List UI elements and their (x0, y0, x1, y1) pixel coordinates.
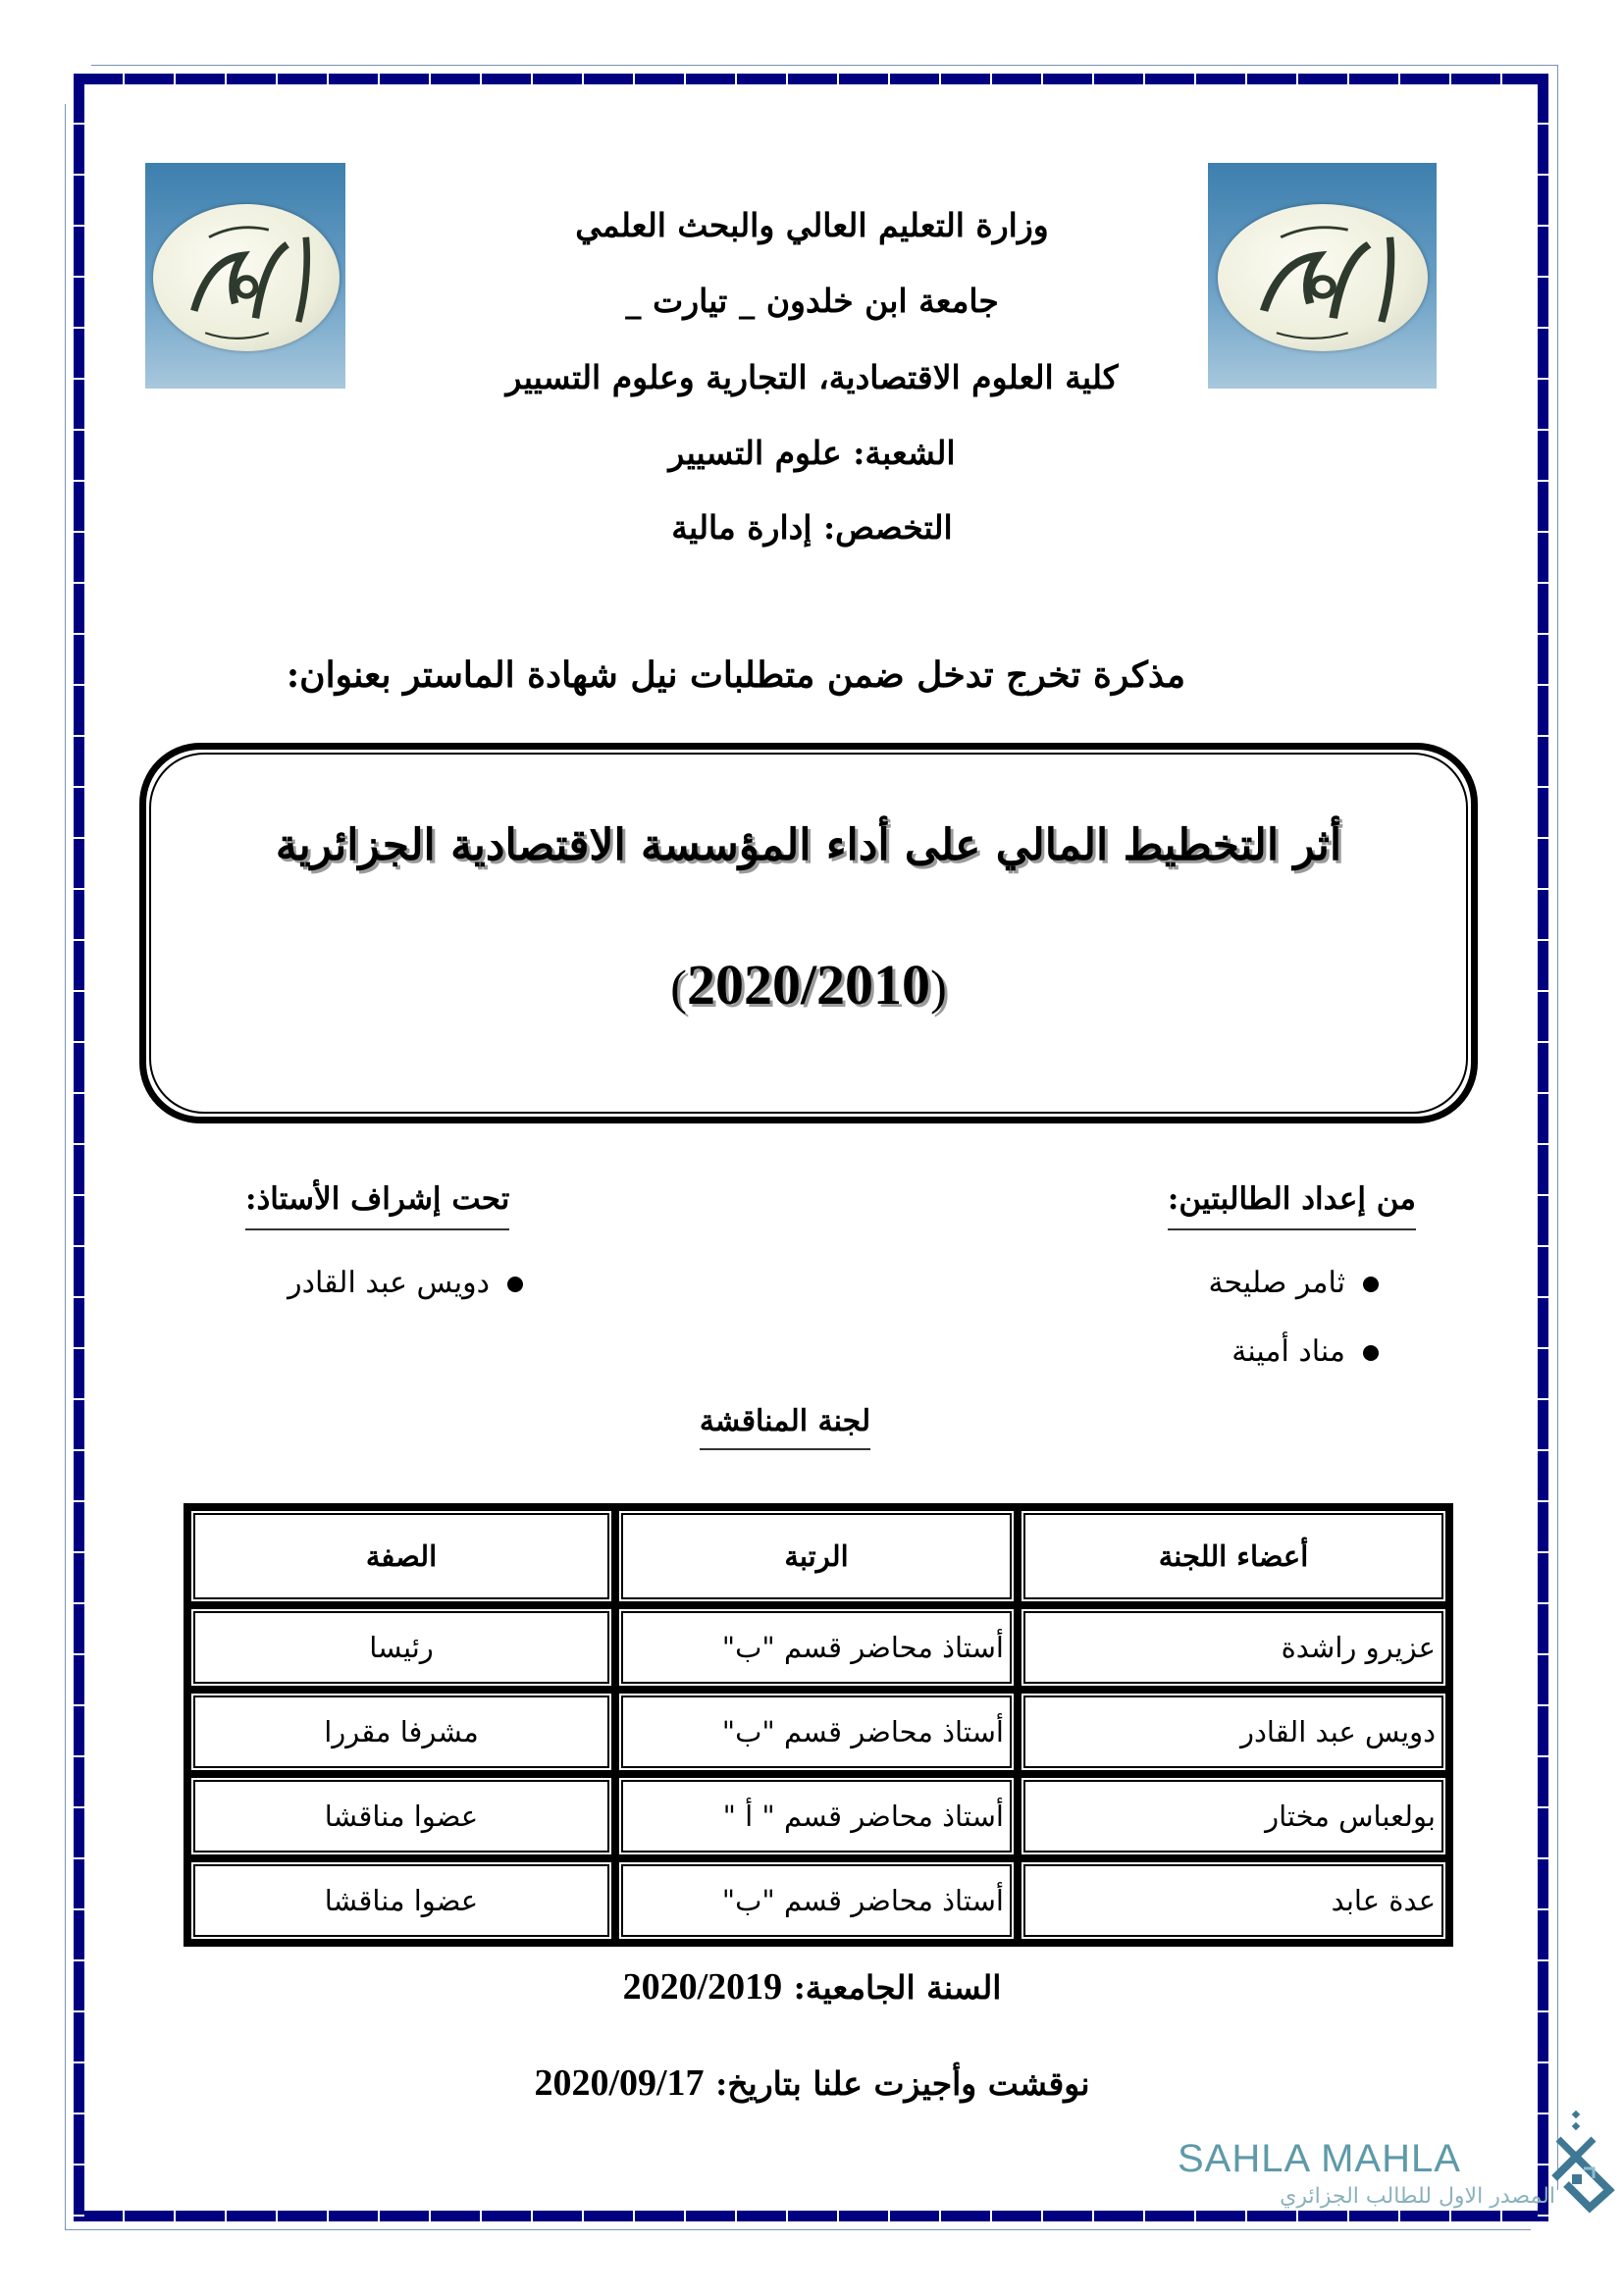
watermark-logo-icon (1550, 2110, 1619, 2218)
branch-name: الشعبة: علوم التسيير (668, 434, 956, 472)
committee-heading: لجنة المناقشة (687, 1398, 883, 1445)
thesis-subtitle: مذكرة تخرج تدخل ضمن متطلبات نيل شهادة الماستر بعنوان: (286, 654, 1186, 696)
bullet-icon (1363, 1277, 1379, 1292)
students-heading: من إعداد الطالبتين: (1168, 1175, 1416, 1230)
defense-date-value: 2020/09/17 (534, 2062, 705, 2104)
supervisor-name: دويس عبد القادر (288, 1266, 490, 1300)
defense-date-label: نوقشت وأجيزت علنا بتاريخ: (715, 2064, 1090, 2103)
student-item (1208, 1261, 1379, 1306)
bullet-icon (507, 1277, 523, 1292)
table-cell-member: بولعباس مختار (1022, 1778, 1445, 1854)
committee-table (183, 1503, 1453, 1947)
period-paren-open: ( (670, 960, 687, 1015)
table-cell-role: عضوا مناقشا (191, 1778, 611, 1854)
table-cell-rank: أستاذ محاضر قسم " أ " (619, 1778, 1014, 1854)
column-header-rank: الرتبة (619, 1511, 1014, 1601)
thesis-title-box (139, 743, 1478, 1123)
table-cell-role: مشرفا مقررا (191, 1694, 611, 1770)
period-paren-close: ) (930, 960, 947, 1015)
watermark-tagline: المصدر الاول للطالب الجزائري (1280, 2184, 1555, 2209)
watermark-brand: SAHLA MAHLA (1178, 2137, 1461, 2180)
border-thin-left (65, 104, 66, 2229)
column-header-member: أعضاء اللجنة (1022, 1511, 1445, 1601)
ministry-name: وزارة التعليم العالي والبحث العلمي (575, 206, 1049, 244)
title-box-inner-border (149, 753, 1468, 1114)
border-thin-bottom (65, 2229, 1531, 2230)
student-name: ثامر صليحة (1208, 1266, 1345, 1300)
bullet-icon (1363, 1345, 1379, 1361)
thesis-title: أثر التخطيط المالي على أداء المؤسسة الاقتصادية الجزائرية (275, 820, 1342, 870)
border-thin-top (91, 65, 1557, 66)
table-cell-role: رئيسا (191, 1609, 611, 1686)
border-bottom (74, 2211, 1548, 2221)
specialty-name: التخصص: إدارة مالية (671, 508, 953, 547)
defense-date (0, 2059, 1624, 2109)
thesis-period (146, 946, 1471, 1026)
table-cell-member: عدة عابد (1022, 1862, 1445, 1939)
academic-year-value: 2020/2019 (622, 1966, 783, 2008)
period-years: 2020/2010 (686, 953, 931, 1017)
faculty-name: كلية العلوم الاقتصادية، التجارية وعلوم التسيير (505, 358, 1119, 396)
table-cell-rank: أستاذ محاضر قسم "ب" (619, 1609, 1014, 1686)
supervisor-heading: تحت إشراف الأستاذ: (245, 1175, 509, 1230)
table-cell-member: عزيرو راشدة (1022, 1609, 1445, 1686)
academic-year (0, 1962, 1624, 2012)
university-name: جامعة ابن خلدون _ تيارت _ (625, 282, 999, 320)
table-cell-member: دويس عبد القادر (1022, 1694, 1445, 1770)
border-top (74, 74, 1548, 84)
table-cell-rank: أستاذ محاضر قسم "ب" (619, 1694, 1014, 1770)
table-cell-rank: أستاذ محاضر قسم "ب" (619, 1862, 1014, 1939)
student-item (1231, 1330, 1379, 1375)
academic-year-label: السنة الجامعية: (793, 1968, 1002, 2007)
supervisor-item (288, 1261, 523, 1306)
student-name: مناد أمينة (1231, 1334, 1345, 1369)
column-header-role: الصفة (191, 1511, 611, 1601)
table-cell-role: عضوا مناقشا (191, 1862, 611, 1939)
